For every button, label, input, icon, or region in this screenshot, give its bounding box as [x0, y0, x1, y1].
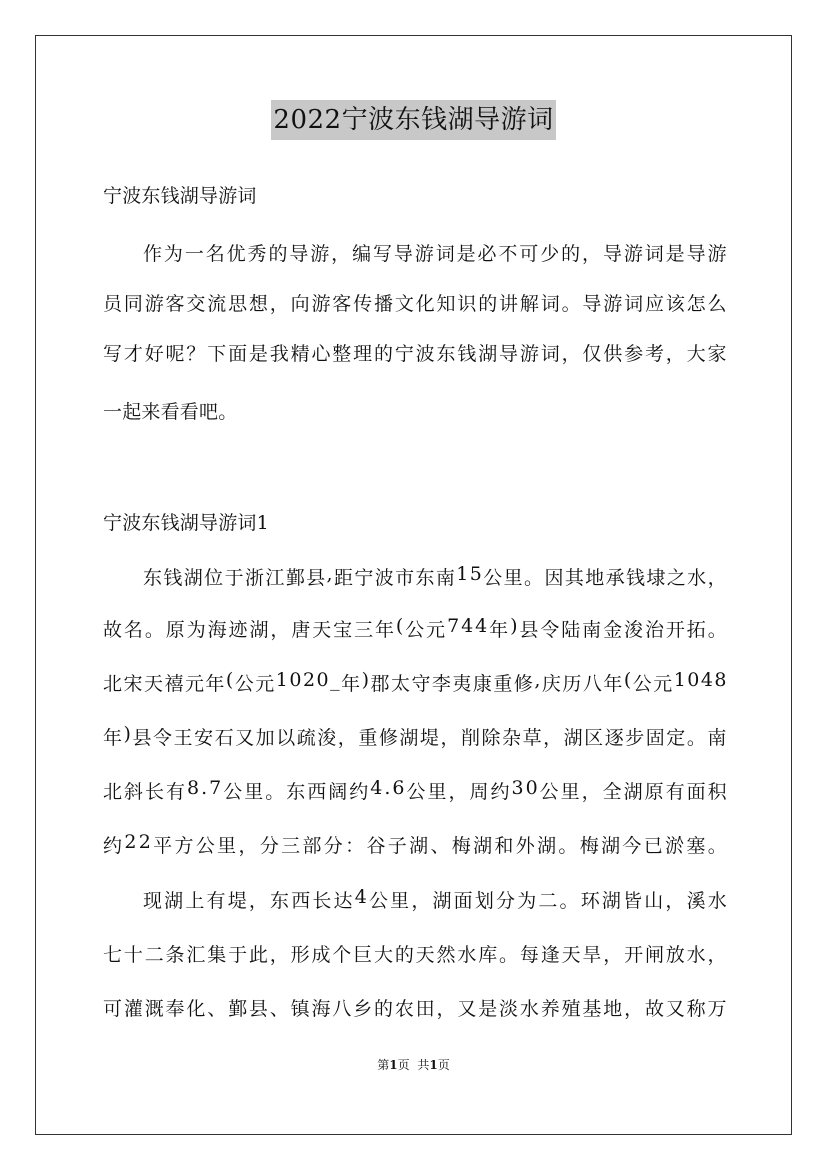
intro-line-2: 员 同 游 客 交 流 思 想 ， 向 游 客 传 播 文 化 知 识 的 讲 解 词 。 导 游 词 应 该 怎 么	[103, 293, 727, 315]
intro-line-1: 作 为 一 名 优 秀 的 导 游 ， 编 写 导 游 词 是 必 不 可 少 的 ， 导 游 词 是 导 游	[143, 243, 727, 265]
footer-total-number: 1	[429, 1058, 438, 1072]
footer-page-number: 1	[389, 1058, 398, 1072]
intro-line-3: 写 才 好 呢 ？ 下 面 是 我 精 心 整 理 的 宁 波 东 钱 湖 导 游 词 ， 仅 供 参 考 ， 大 家	[103, 343, 727, 365]
intro-line-4: 一起来看看吧。	[103, 401, 238, 423]
footer-page-prefix: 第	[377, 1058, 390, 1072]
para2-line-2: 七 十 二 条 汇 集 于 此 ， 形 成 个 巨 大 的 天 然 水 库 。 每 逢 天 旱 ， 开 闸 放 水 ，	[103, 944, 727, 966]
footer-total-prefix: 共	[417, 1058, 430, 1072]
para1-line-5: 北 斜 长 有 8 . 7 公 里 。 东 西 阔 约 4 . 6 公 里 ， 周 约 3 0 公 里 ， 全 湖 原 有 面 积	[103, 777, 727, 803]
footer-total-suffix: 页	[437, 1058, 450, 1072]
para1-line-2: 故 名 。 原 为 海 迹 湖 ， 唐 天 宝 三 年 ( 公 元 7 4 4 年 ) 县 令 陆 南 金 浚 治 开 拓 。	[103, 615, 727, 641]
para1-line-4: 年 ) 县 令 王 安 石 又 加 以 疏 浚 ， 重 修 湖 堤 ， 削 除 杂 草 ， 湖 区 逐 步 固 定 。 南	[103, 723, 727, 749]
page-footer	[0, 1056, 827, 1073]
document-title: 2022宁波东钱湖导游词	[271, 100, 555, 140]
footer-page-suffix: 页	[397, 1058, 410, 1072]
section-heading: 宁波东钱湖导游词1	[103, 512, 269, 534]
title-container	[0, 100, 827, 140]
para1-line-6: 约 2 2 平 方 公 里 ， 分 三 部 分 ： 谷 子 湖 、 梅 湖 和 外 湖 。 梅 湖 今 已 淤 塞 。	[103, 831, 727, 857]
para1-line-1: 东 钱 湖 位 于 浙 江 鄞 县 , 距 宁 波 市 东 南 1 5 公 里 。 因 其 地 承 钱 埭 之 水 ，	[143, 563, 727, 589]
subtitle: 宁波东钱湖导游词	[103, 185, 257, 207]
para2-line-3: 可 灌 溉 奉 化 、 鄞 县 、 镇 海 八 乡 的 农 田 ， 又 是 淡 水 养 殖 基 地 ， 故 又 称 万	[103, 998, 727, 1020]
para2-line-1: 现 湖 上 有 堤 ， 东 西 长 达 4 公 里 ， 湖 面 划 分 为 二 。 环 湖 皆 山 ， 溪 水	[143, 886, 727, 912]
para1-line-3: 北 宋 天 禧 元 年 ( 公 元 1 0 2 0 _ 年 ) 郡 太 守 李 夷 康 重 修 , 庆 历 八 年 ( 公 元 1 0 4 8	[103, 669, 727, 695]
